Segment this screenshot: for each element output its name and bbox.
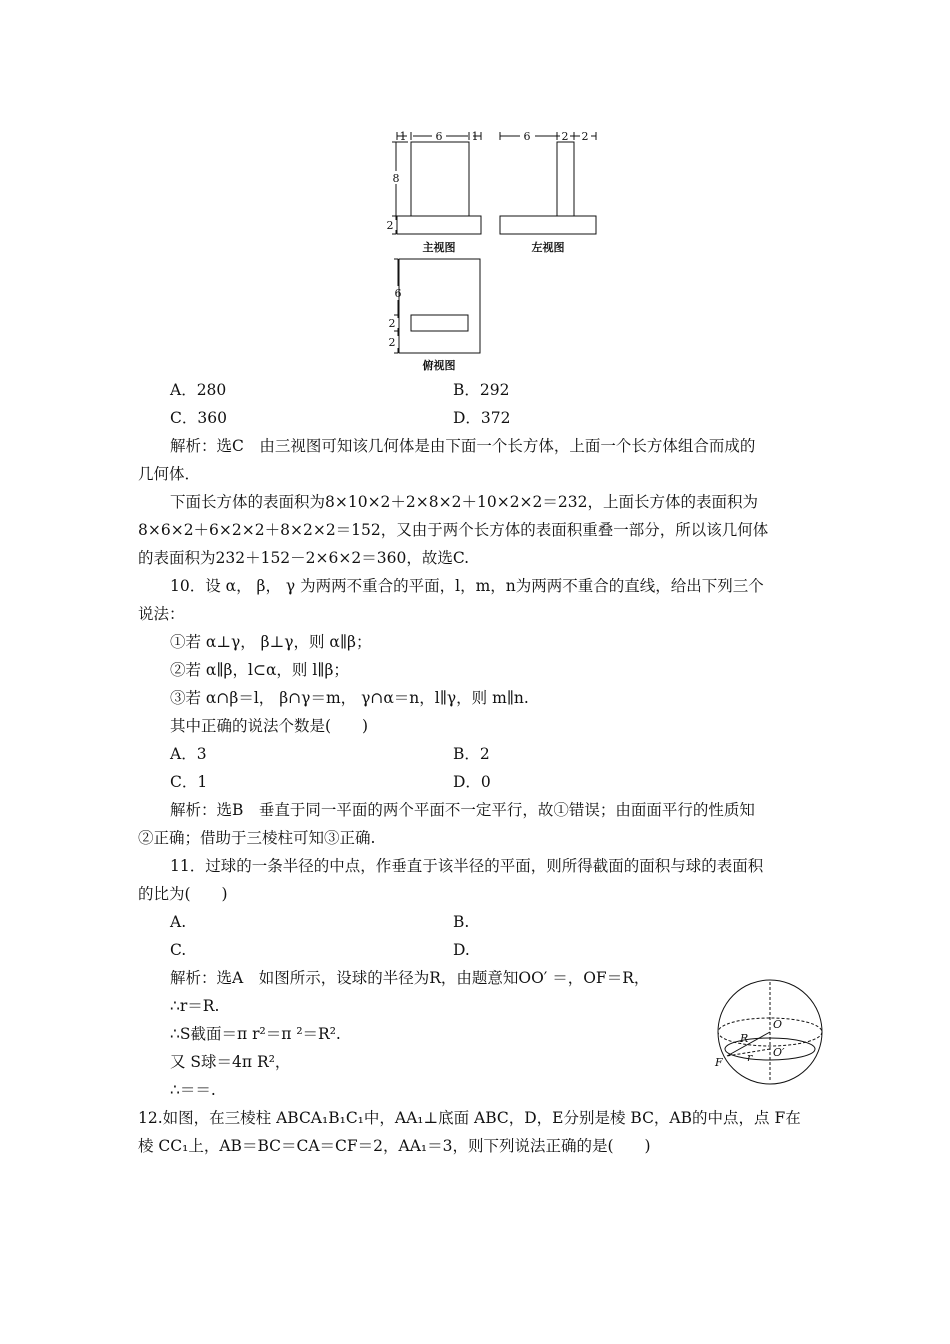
q10-statement-2: ②若 α∥β，l⊂α，则 l∥β； [170,661,349,679]
q10-option-b: B．2 [453,745,490,763]
front-view-base [397,216,481,234]
q9-solution-line4: 8×6×2＋6×2×2＋8×2×2＝152，又由于两个长方体的表面积重叠一部分，所以该几何体 [138,521,769,539]
q12-stem-line2: 棱 CC₁上，AB＝BC＝CA＝CF＝2，AA₁＝3，则下列说法正确的是( ) [138,1137,651,1155]
q9-solution-line2: 几何体． [138,465,201,483]
dim-top-left-a: 6 [394,287,402,300]
side-view-upper-block [557,142,574,216]
q11-option-b: B. [453,913,470,931]
dim-top-left-b: 2 [388,317,396,330]
q10-statement-3: ③若 α∩β＝l， β∩γ＝m， γ∩α＝n，l∥γ，则 m∥n. [170,689,529,707]
three-view-figure [380,128,610,372]
label-R: R [740,1032,749,1045]
sphere-figure [705,978,835,1088]
q10-question: 其中正确的说法个数是( ) [170,717,369,735]
q9-option-d: D．372 [453,409,511,427]
dim-front-top-left: 1 [399,130,407,143]
q11-solution-line1: 解析：选A 如图所示，设球的半径为R，由题意知OO′ ＝，OF＝R， [170,969,650,987]
top-view-label: 俯视图 [422,359,456,372]
q9-option-c: C．360 [170,409,227,427]
q11-option-a: A. [170,913,187,931]
q10-stem-line2: 说法： [138,605,185,623]
q11-solution-line2: ∴r＝R. [170,997,220,1015]
q11-stem-line2: 的比为( ) [138,885,228,903]
label-o: O [773,1018,783,1031]
q10-option-c: C．1 [170,773,208,791]
label-r: r [747,1051,753,1064]
front-view-upper-block [411,142,469,216]
dim-top-left-c: 2 [388,336,396,349]
dim-front-top-mid: 6 [435,130,443,143]
label-f: F [715,1056,723,1069]
dim-front-left-lower: 2 [386,219,394,232]
q10-solution-line1: 解析：选B 垂直于同一平面的两个平面不一定平行，故①错误；由面面平行的性质知 [170,801,755,819]
dim-side-top-left: 6 [523,130,531,143]
q11-solution-line3: ∴S截面＝π r²＝π ²＝R². [170,1025,341,1043]
dim-side-top-right: 2 [581,130,589,143]
side-view-label: 左视图 [531,241,565,254]
q9-solution-line1: 解析：选C 由三视图可知该几何体是由下面一个长方体，上面一个长方体组合而成的 [170,437,756,455]
q11-solution-line5: ∴＝＝. [170,1081,216,1099]
label-o-prime: O′ [773,1046,785,1059]
side-view-base [500,216,596,234]
dim-front-top-right: 1 [471,130,479,143]
q10-option-d: D．0 [453,773,491,791]
q10-statement-1: ①若 α⊥γ， β⊥γ，则 α∥β； [170,633,372,651]
q9-option-a: A．280 [170,381,227,399]
q10-option-a: A．3 [170,745,207,763]
q9-solution-line3: 下面长方体的表面积为8×10×2＋2×8×2＋10×2×2＝232，上面长方体的表面积为 [170,493,758,511]
q9-solution-line5: 的表面积为232＋152－2×6×2＝360，故选C. [138,549,470,567]
q11-option-c: C. [170,941,187,959]
top-view-outline [399,259,480,353]
front-view-label: 主视图 [422,241,456,254]
q10-stem-line1: 10．设 α， β， γ 为两两不重合的平面，l，m，n为两两不重合的直线，给出下列三个 [170,577,764,595]
q10-solution-line2: ②正确；借助于三棱柱可知③正确. [138,829,376,847]
top-view-inner [411,315,468,331]
q11-solution-line4: 又 S球＝4π R²， [170,1053,291,1071]
q11-stem-line1: 11．过球的一条半径的中点，作垂直于该半径的平面，则所得截面的面积与球的表面积 [170,857,764,875]
q9-option-b: B．292 [453,381,510,399]
dim-front-left-upper: 8 [392,172,400,185]
dim-side-top-mid: 2 [561,130,569,143]
q12-stem-line1: 12.如图，在三棱柱 ABCA₁B₁C₁中，AA₁⊥底面 ABC，D，E分别是棱 BC，AB的中点，点 F在 [138,1109,801,1127]
q11-option-d: D. [453,941,470,959]
